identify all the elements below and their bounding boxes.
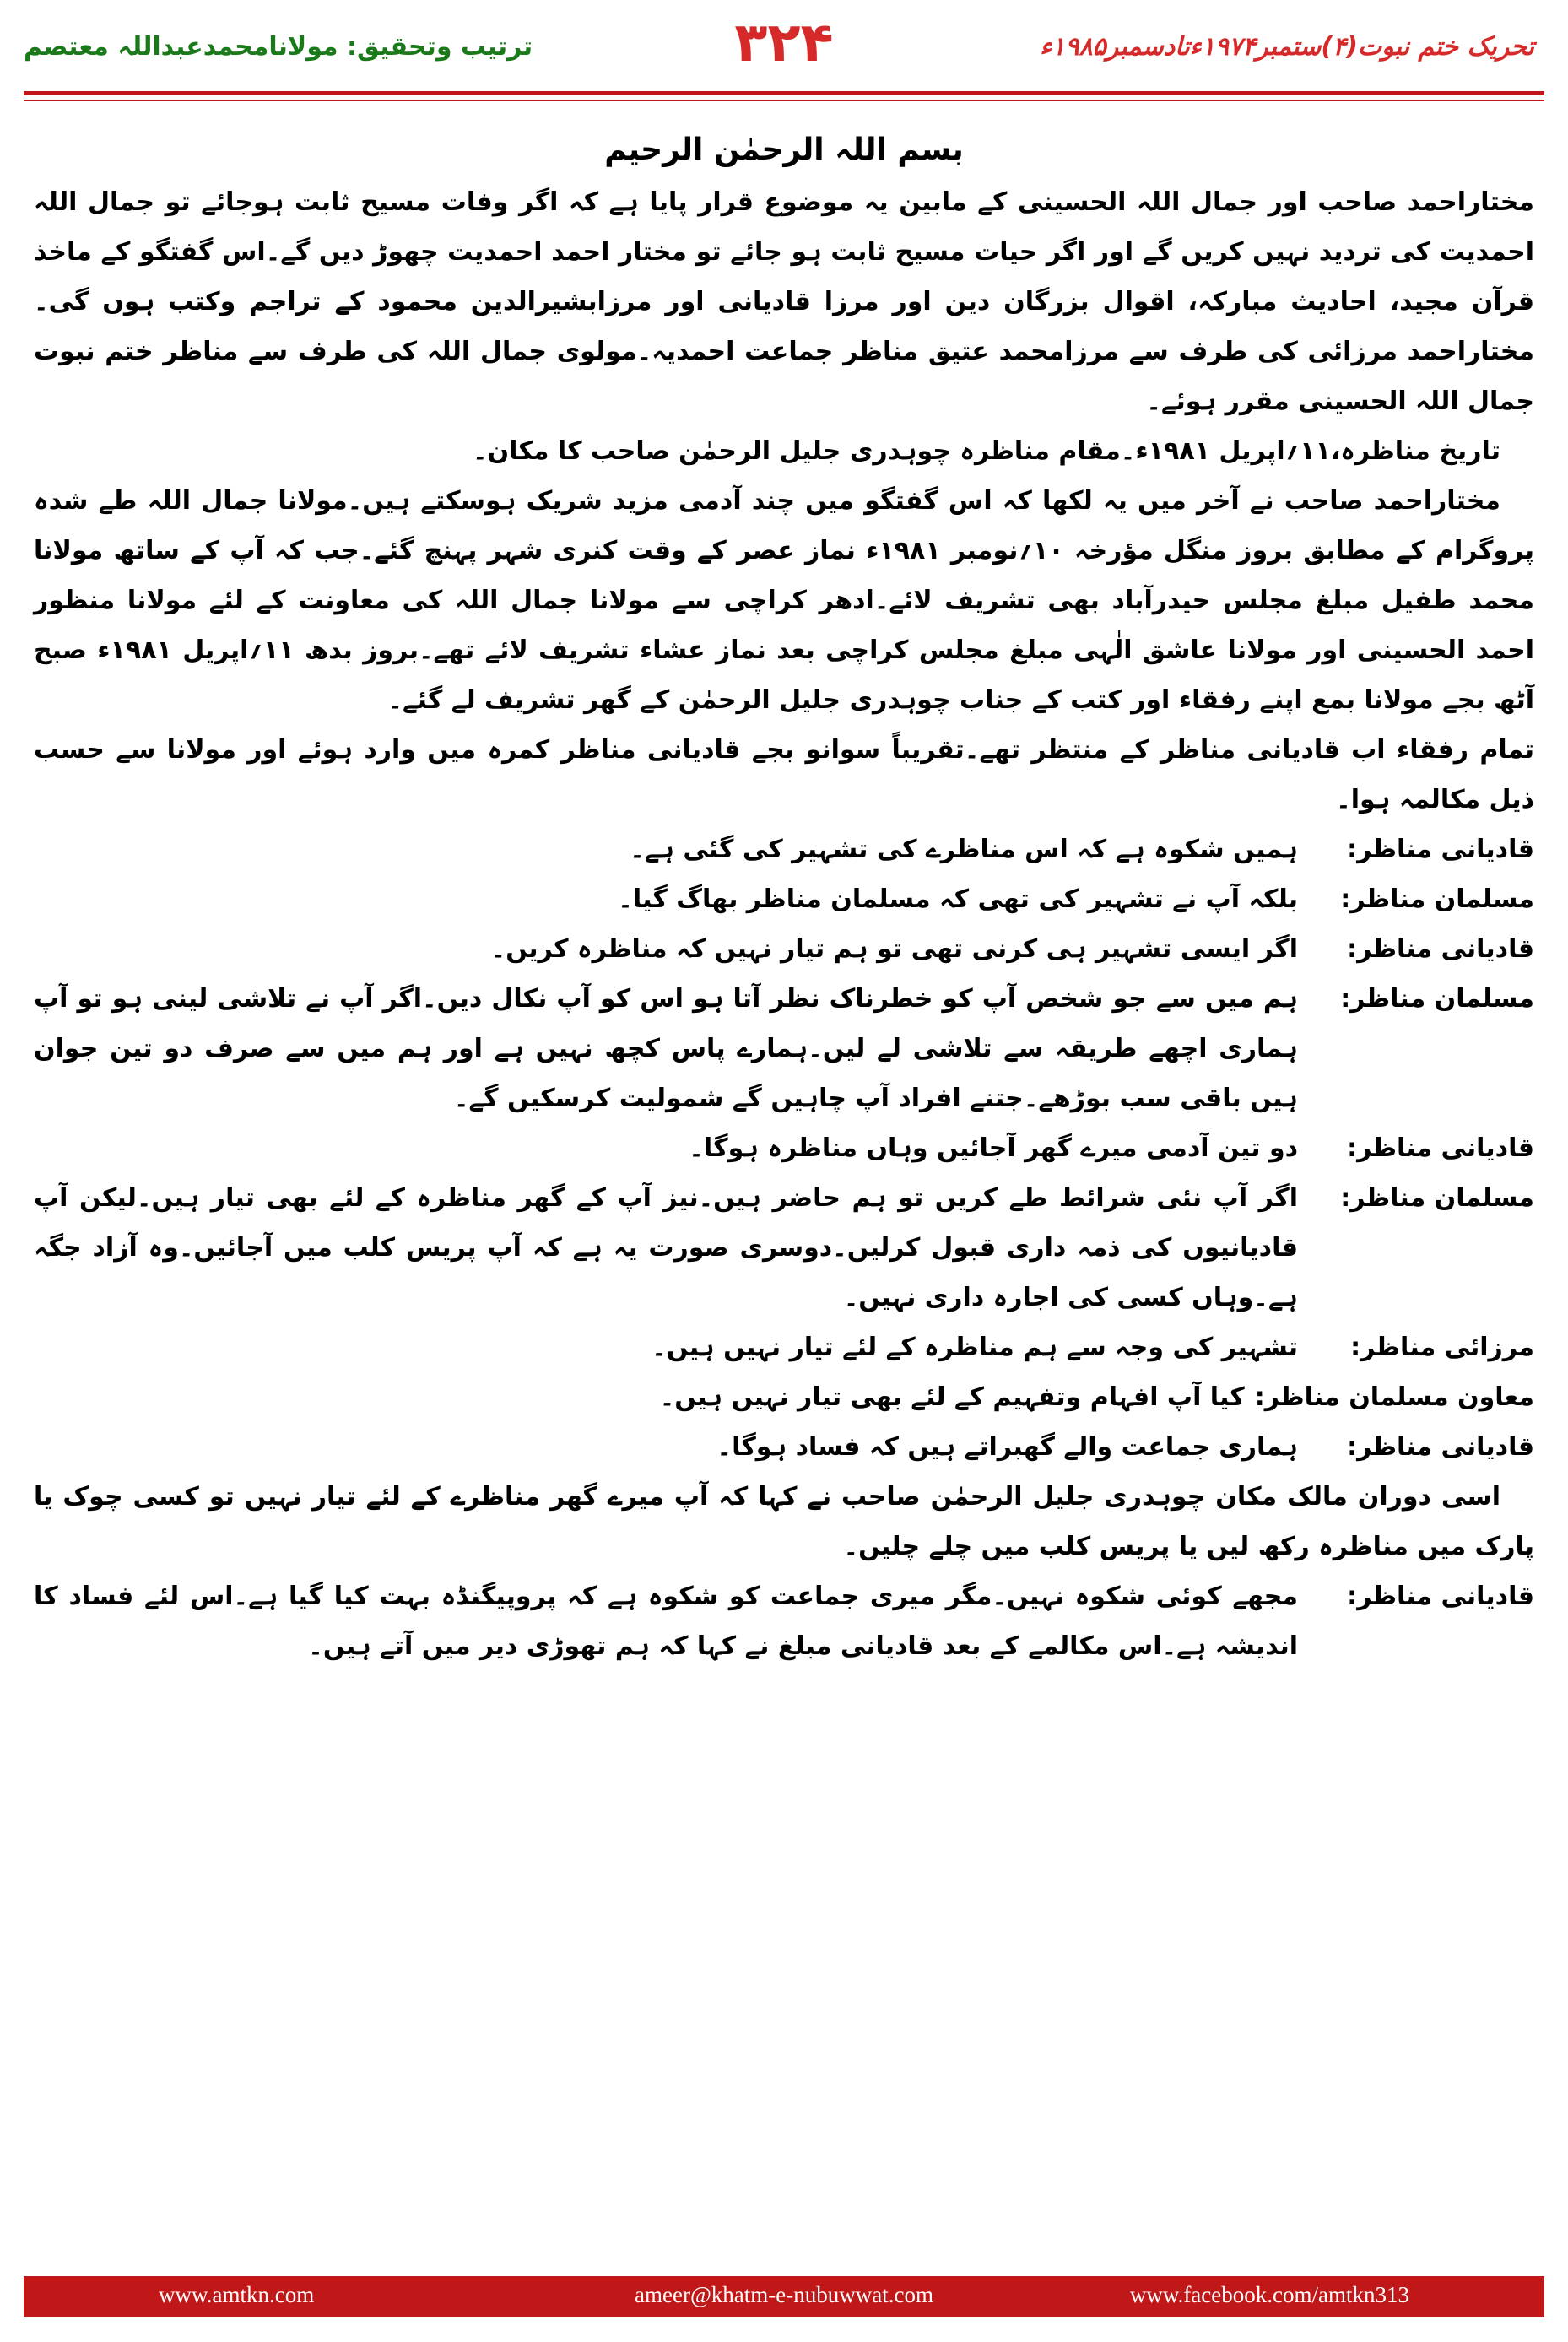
speech-text: اگر ایسی تشہیر ہی کرنی تھی تو ہم تیار نہیں کہ مناظرہ کریں۔ [490, 934, 1298, 964]
speaker-label: مسلمان مناظر: [1340, 1183, 1534, 1213]
bismillah: بسم اللہ الرحمٰن الرحیم [604, 133, 964, 167]
speaker-label: مرزائی مناظر: [1350, 1333, 1534, 1362]
dialogue-line [34, 924, 1534, 974]
speech-text: بلکہ آپ نے تشہیر کی تھی کہ مسلمان مناظر بھاگ گیا۔ [618, 884, 1298, 914]
dialogue-line [34, 1322, 1534, 1372]
speaker-label: قادیانی مناظر: [1347, 1432, 1534, 1462]
intro-paragraph-1: مختاراحمد صاحب اور جمال اللہ الحسینی کے مابین یہ موضوع قرار پایا ہے کہ اگر وفات مسیح ثابت ہوجائے تو جمال اللہ احمدیت کی تردید نہیں کریں گے اور اگر حیات مسیح ثابت ہو جائے تو مختار احمد احمدیت چھوڑ دیں گے۔اس گفتگو کے ماخذ قرآن مجید، احادیث مبارکہ، اقوال بزرگان دین اور مرزا قادیانی اور مرزابشیرالدین محمود کے تراجم وکتب ہوں گی۔مختاراحمد مرزائی کی طرف سے مرزامحمد عتیق مناظر جماعت احمدیہ۔مولوی جمال اللہ کی طرف سے مناظر ختم نبوت جمال اللہ الحسینی مقرر ہوئے۔ [34, 187, 1534, 416]
intro-paragraph-2: تاریخ مناظرہ،۱۱؍اپریل ۱۹۸۱ء۔مقام مناظرہ چوہدری جلیل الرحمٰن صاحب کا مکان۔ [472, 436, 1500, 466]
dialogue-line [34, 825, 1534, 874]
speaker-label: قادیانی مناظر: [1347, 1582, 1534, 1611]
speech-text: تشہیر کی وجہ سے ہم مناظرہ کے لئے تیار نہیں ہیں۔ [652, 1333, 1298, 1362]
page-footer [24, 2276, 1544, 2317]
dialogue-line [34, 974, 1534, 1123]
dialogue-line [34, 1422, 1534, 1472]
header-divider [24, 91, 1544, 95]
email-link[interactable]: ameer@khatm-e-nubuwwat.com [635, 2282, 933, 2307]
speech-text: ہم میں سے جو شخص آپ کو خطرناک نظر آتا ہو اس کو آپ نکال دیں۔اگر آپ نے تلاشی لینی ہو تو آپ ہماری اچھے طریقہ سے تلاشی لے لیں۔ہمارے پاس کچھ نہیں ہے اور ہم میں سے صرف دو تین جوان ہیں باقی سب بوڑھے۔جتنے افراد آپ چاہیں گے شمولیت کرسکیں گے۔ [34, 984, 1298, 1113]
dialogue-line [34, 1372, 1534, 1422]
page-body [34, 127, 1534, 1671]
speech-text: ہمیں شکوہ ہے کہ اس مناظرے کی تشہیر کی گئی ہے۔ [630, 835, 1298, 864]
speech-text: اگر آپ نئی شرائط طے کریں تو ہم حاضر ہیں۔نیز آپ کے گھر مناظرہ کے لئے بھی تیار ہیں۔لیکن آپ قادیانیوں کی ذمہ داری قبول کرلیں۔دوسری صورت یہ ہے کہ آپ پریس کلب میں آجائیں۔وہ آزاد جگہ ہے۔وہاں کسی کی اجارہ داری نہیں۔ [34, 1183, 1298, 1312]
speaker-label: قادیانی مناظر: [1347, 835, 1534, 864]
intro-paragraph-4: تمام رفقاء اب قادیانی مناظر کے منتظر تھے۔تقریباً سوانو بجے قادیانی مناظر کمرہ میں وارد ہوئے اور مولانا سے حسب ذیل مکالمہ ہوا۔ [34, 735, 1534, 814]
dialogue-line [34, 1571, 1534, 1671]
compiler-credit: ترتیب وتحقیق: مولانامحمدعبداللہ معتصم [24, 32, 533, 62]
speaker-label: مسلمان مناظر: [1340, 884, 1534, 914]
speaker-label: معاون مسلمان مناظر: [1254, 1382, 1534, 1412]
dialogue-line [34, 874, 1534, 924]
speech-text: مجھے کوئی شکوہ نہیں۔مگر میری جماعت کو شکوہ ہے کہ پروپیگنڈہ بہت کیا گیا ہے۔اس لئے فساد کا اندیشہ ہے۔اس مکالمے کے بعد قادیانی مبلغ نے کہا کہ ہم تھوڑی دیر میں آتے ہیں۔ [34, 1582, 1298, 1661]
speaker-label: مسلمان مناظر: [1340, 984, 1534, 1014]
closing-paragraph: اسی دوران مالک مکان چوہدری جلیل الرحمٰن صاحب نے کہا کہ آپ میرے گھر مناظرے کے لئے تیار نہیں تو کسی چوک یا پارک میں مناظرہ رکھ لیں یا پریس کلب میں چلے چلیں۔ [34, 1482, 1534, 1561]
speech-text: دو تین آدمی میرے گھر آجائیں وہاں مناظرہ ہوگا۔ [689, 1133, 1298, 1163]
website-link[interactable]: www.amtkn.com [159, 2282, 315, 2307]
page-header [0, 0, 1568, 135]
speech-text: کیا آپ افہام وتفہیم کے لئے بھی تیار نہیں ہیں۔ [659, 1382, 1245, 1412]
speaker-label: قادیانی مناظر: [1347, 1133, 1534, 1163]
page-number: ۳۲۴ [734, 12, 834, 74]
header-divider-thin [24, 100, 1544, 101]
facebook-link[interactable]: www.facebook.com/amtkn313 [1129, 2282, 1409, 2307]
speech-text: ہماری جماعت والے گھبراتے ہیں کہ فساد ہوگا۔ [716, 1432, 1298, 1462]
book-title: تحریک ختم نبوت(۴)ستمبر۱۹۷۴ءتادسمبر۱۹۸۵ء [1040, 32, 1534, 62]
speaker-label: قادیانی مناظر: [1347, 934, 1534, 964]
intro-paragraph-3: مختاراحمد صاحب نے آخر میں یہ لکھا کہ اس گفتگو میں چند آدمی مزید شریک ہوسکتے ہیں۔مولانا جمال اللہ طے شدہ پروگرام کے مطابق بروز منگل مؤرخہ ۱۰؍نومبر ۱۹۸۱ء نماز عصر کے وقت کنری شہر پہنچ گئے۔جب کہ آپ کے ساتھ مولانا محمد طفیل مبلغ مجلس حیدرآباد بھی تشریف لائے۔ادھر کراچی سے مولانا جمال اللہ کی معاونت کے لئے مولانا منظور احمد الحسینی اور مولانا عاشق الٰہی مبلغ مجلس کراچی بعد نماز عشاء تشریف لائے تھے۔بروز بدھ ۱۱؍اپریل ۱۹۸۱ء صبح آٹھ بجے مولانا بمع اپنے رفقاء اور کتب کے جناب چوہدری جلیل الرحمٰن کے گھر تشریف لے گئے۔ [34, 486, 1535, 715]
dialogue-line [34, 1173, 1534, 1322]
dialogue-line [34, 1123, 1534, 1173]
